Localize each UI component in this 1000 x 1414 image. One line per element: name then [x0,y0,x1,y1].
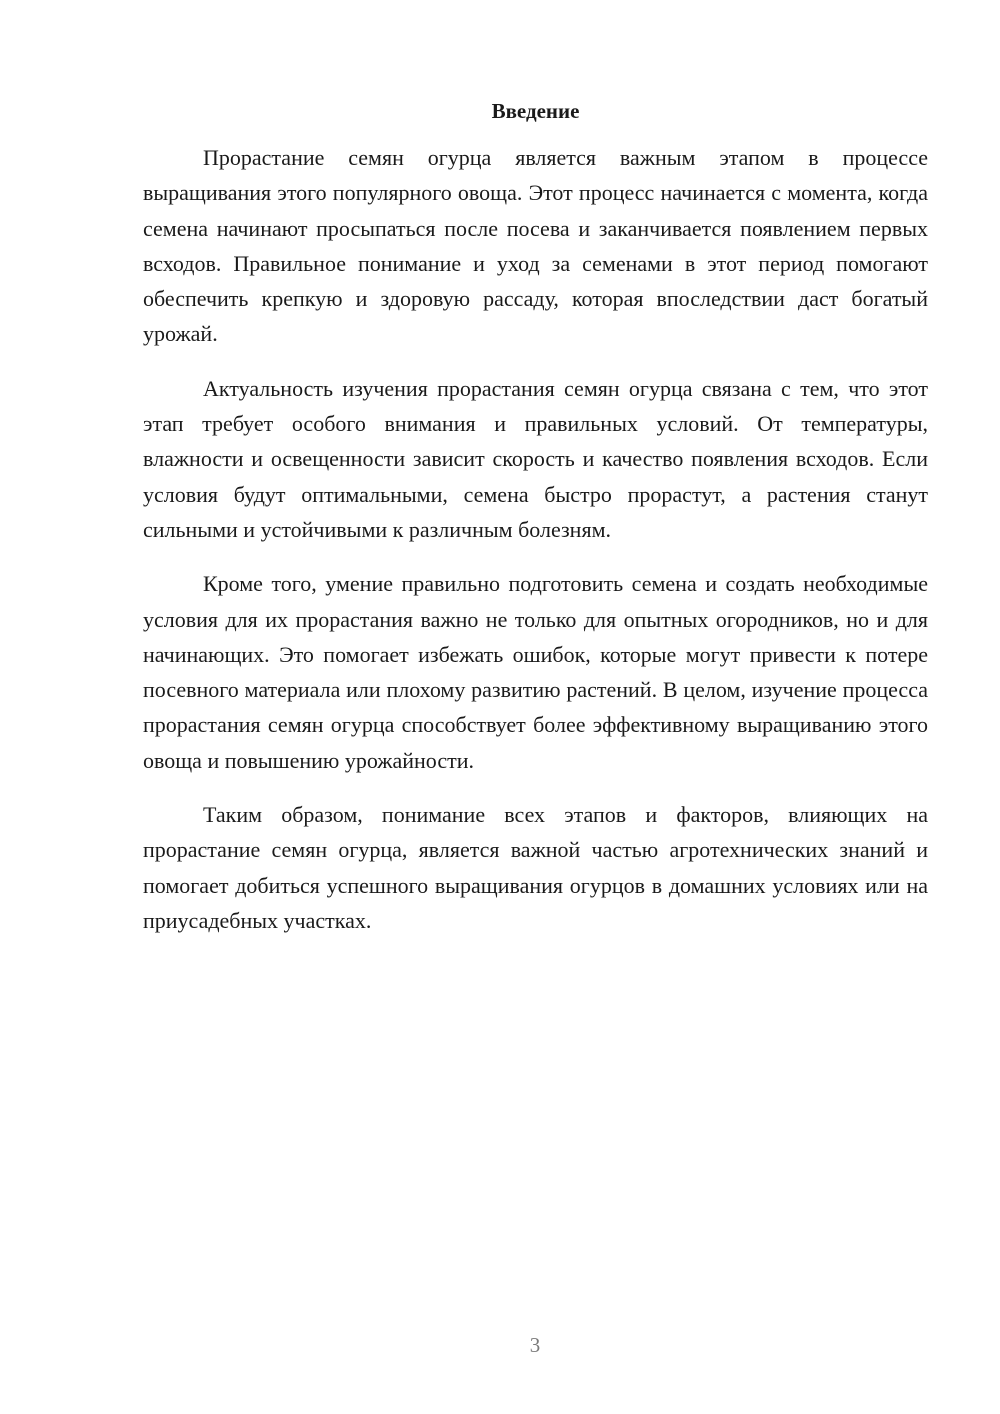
paragraph-conclusion: Таким образом, понимание всех этапов и факторов, влияющих на прорастание семян огурца, является важной частью агротехнических знаний и помогает добиться успешного выращивания огурцов в домашних условиях или на приусадебных участках. [143,802,928,933]
section-title: Введение [491,99,580,123]
paragraph-preparation: Кроме того, умение правильно подготовить семена и создать необходимые условия для их прорастания важно не только для опытных огородников, но и для начинающих. Это помогает избежать ошибок, которые могут привести к потере посевного материала или плохому развитию растений. В целом, изучение процесса прорастания семян огурца способствует более эффективному выращиванию этого овоща и повышению урожайности. [143,571,928,773]
page-content [143,96,928,957]
paragraph-relevance: Актуальность изучения прорастания семян огурца связана с тем, что этот этап требует особого внимания и правильных условий. От температуры, влажности и освещенности зависит скорость и качество появления всходов. Если условия будут оптимальными, семена быстро прорастут, а растения станут сильными и устойчивыми к различным болезням. [143,375,928,542]
paragraph-intro: Прорастание семян огурца является важным этапом в процессе выращивания этого популярного овоща. Этот процесс начинается с момента, когда семена начинают просыпаться после посева и заканчивается появлением первых всходов. Правильное понимание и уход за семенами в этот период помогают обеспечить крепкую и здоровую рассаду, которая впоследствии даст богатый урожай. [143,145,928,347]
page-number: 3 [529,1333,541,1357]
